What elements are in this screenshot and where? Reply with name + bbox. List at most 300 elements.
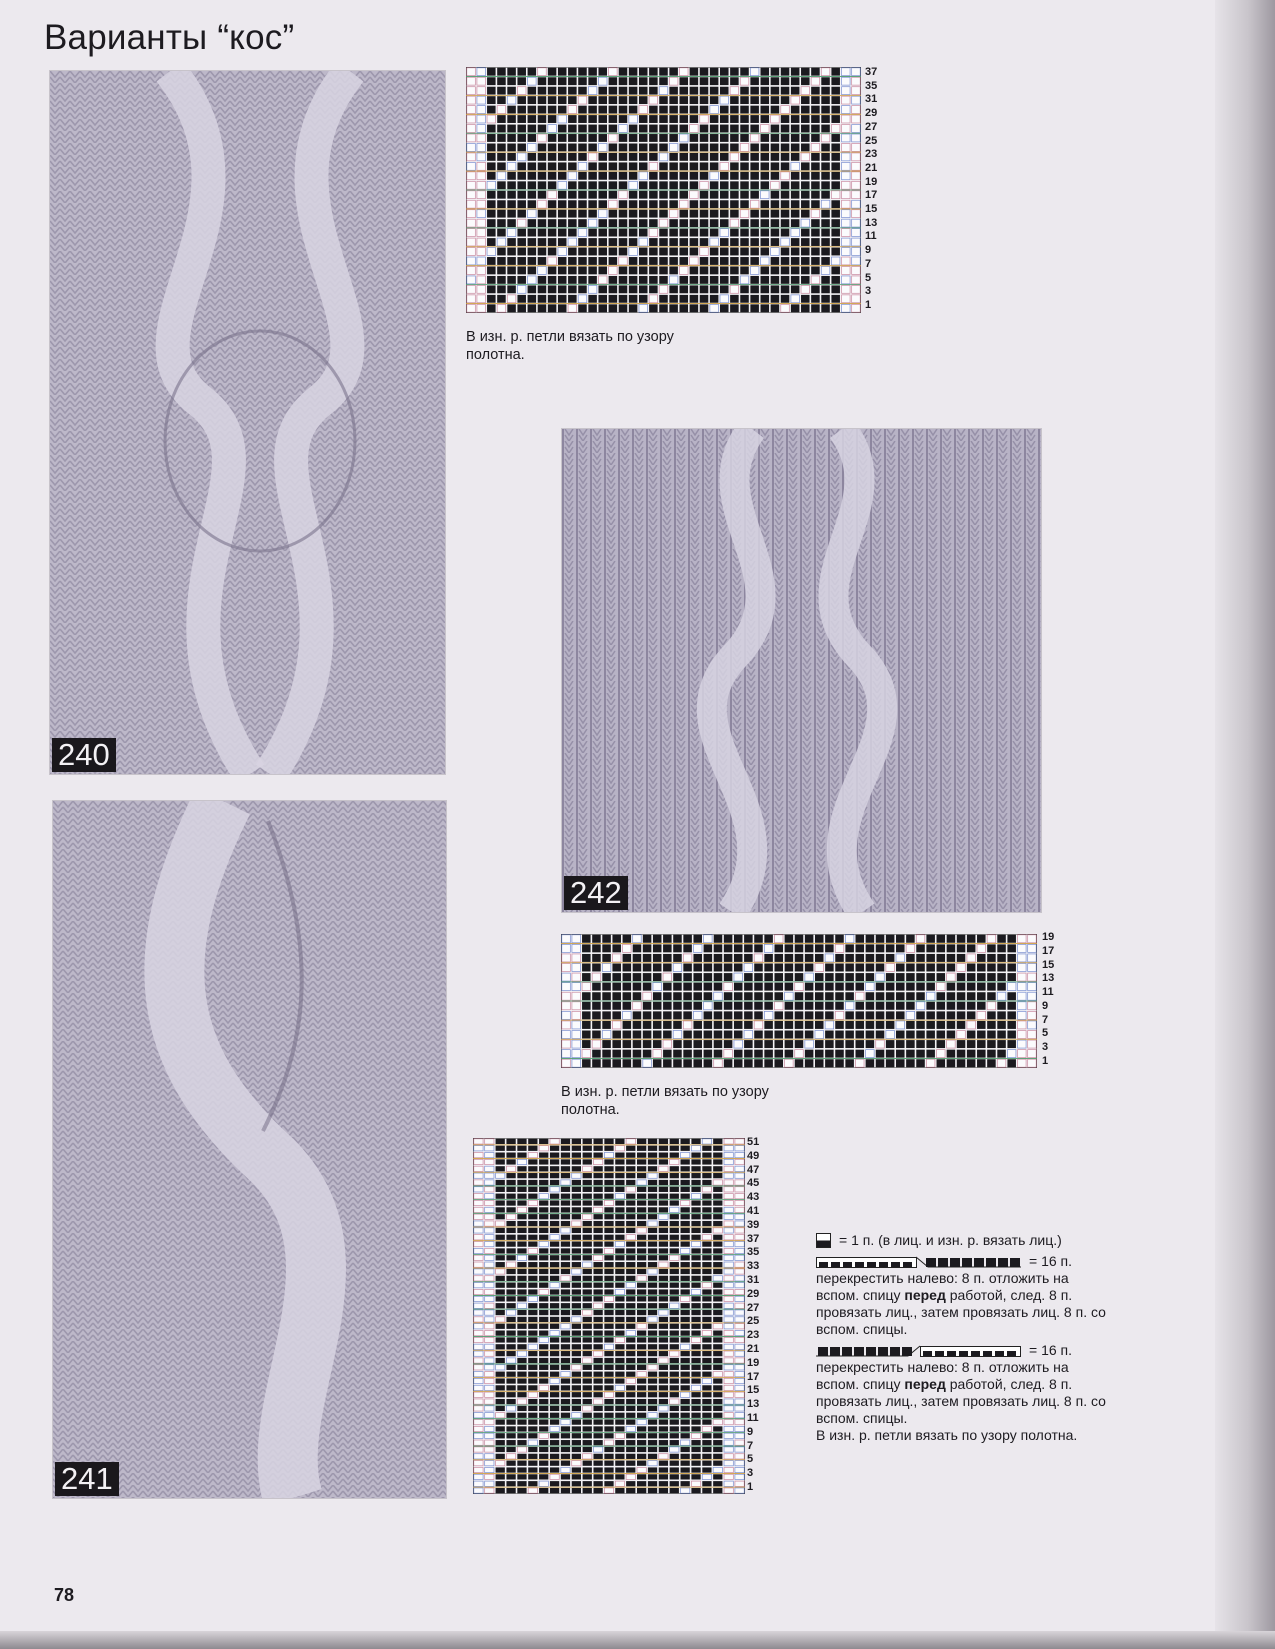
chart-cell (754, 1011, 763, 1019)
chart-cell (568, 115, 577, 123)
chart-cell (831, 77, 840, 85)
chart-cell (561, 1310, 570, 1315)
chart-cell (724, 1310, 733, 1315)
chart-cell (987, 1040, 996, 1048)
chart-cell (754, 944, 763, 952)
chart-cell (771, 106, 780, 114)
chart-cell (604, 1173, 613, 1178)
chart-cell (856, 1040, 865, 1048)
chart-cell (637, 1413, 646, 1418)
chart-cell (683, 983, 692, 991)
chart-cell (702, 1194, 711, 1199)
chart-cell (506, 1283, 515, 1288)
chart-cell (713, 1481, 722, 1486)
chart-cell (835, 1011, 844, 1019)
chart-cell (801, 153, 810, 161)
chart-cell (997, 1059, 1006, 1067)
chart-cell (713, 1146, 722, 1151)
chart-cell (604, 1440, 613, 1445)
chart-cell (821, 106, 830, 114)
chart-cell (609, 276, 618, 284)
chart-cell (582, 935, 591, 943)
chart-cell (572, 1440, 581, 1445)
chart-cell (467, 285, 476, 293)
chart-cell (487, 68, 496, 76)
chart-cell (648, 1433, 657, 1438)
chart-cell (1007, 1059, 1016, 1067)
chart-cell (842, 200, 851, 208)
chart-cell (702, 1262, 711, 1267)
chart-cell (648, 1385, 657, 1390)
chart-cell (648, 1221, 657, 1226)
chart-cell (604, 1296, 613, 1301)
chart-cell (506, 1358, 515, 1363)
chart-cell (639, 153, 648, 161)
chart-cell (538, 87, 547, 95)
chart-cell (593, 1481, 602, 1486)
chart-cell (583, 1173, 592, 1178)
chart-cell (690, 181, 699, 189)
chart-cell (506, 1447, 515, 1452)
chart-cell (916, 1040, 925, 1048)
chart-cell (663, 944, 672, 952)
chart-cell (700, 191, 709, 199)
chart-cell (648, 1200, 657, 1205)
chart-cell (876, 954, 885, 962)
chart-cell (558, 125, 567, 133)
chart-cell (702, 1159, 711, 1164)
chart-cell (815, 1011, 824, 1019)
chart-cell (735, 1139, 744, 1144)
chart-cell (714, 935, 723, 943)
chart-cell (785, 983, 794, 991)
chart-cell (821, 153, 830, 161)
chart-cell (593, 1365, 602, 1370)
chart-cell (750, 106, 759, 114)
chart-cell (506, 1330, 515, 1335)
chart-cell (558, 106, 567, 114)
chart-cell (629, 143, 638, 151)
chart-cell (648, 1214, 657, 1219)
chart-cell (528, 1166, 537, 1171)
chart-cell (637, 1207, 646, 1212)
chart-cell (852, 172, 861, 180)
chart-cell (485, 1180, 494, 1185)
chart-cell (517, 1283, 526, 1288)
chart-cell (735, 1146, 744, 1151)
chart-cell (578, 181, 587, 189)
chart-cell (649, 77, 658, 85)
chart-cell (821, 285, 830, 293)
chart-cell (626, 1351, 635, 1356)
chart-cell (659, 1426, 668, 1431)
chart-cell (568, 248, 577, 256)
chart-cell (496, 1358, 505, 1363)
chart-cell (626, 1447, 635, 1452)
chart-cell (604, 1146, 613, 1151)
chart-cell (568, 219, 577, 227)
chart-cell (724, 1166, 733, 1171)
chart-cell (639, 87, 648, 95)
row-label: 31 (747, 1273, 760, 1286)
chart-cell (496, 1337, 505, 1342)
chart-cell (649, 96, 658, 104)
chart-cell (528, 1433, 537, 1438)
chart-cell (947, 964, 956, 972)
page-number: 78 (54, 1585, 75, 1605)
chart-cell (528, 172, 537, 180)
chart-cell (572, 1159, 581, 1164)
chart-cell (629, 153, 638, 161)
chart-cell (740, 125, 749, 133)
chart-cell (583, 1330, 592, 1335)
chart-cell (842, 153, 851, 161)
chart-cell (578, 238, 587, 246)
chart-cell (659, 1358, 668, 1363)
chart-cell (550, 1200, 559, 1205)
chart-cell (558, 210, 567, 218)
chart-cell (852, 276, 861, 284)
chart-cell (598, 304, 607, 312)
chart-cell (724, 1031, 733, 1039)
chart-cell (659, 1419, 668, 1424)
chart-cell (578, 106, 587, 114)
chart-cell (507, 285, 516, 293)
chart-cell (771, 266, 780, 274)
chart-cell (724, 1187, 733, 1192)
chart-cell (507, 87, 516, 95)
chart-cell (659, 153, 668, 161)
chart-cell (724, 1021, 733, 1029)
chart-cell (578, 304, 587, 312)
chart-cell (474, 1228, 483, 1233)
chart-cell (558, 77, 567, 85)
chart-cell (517, 1324, 526, 1329)
chart-cell (572, 954, 581, 962)
chart-cell (691, 1454, 700, 1459)
chart-cell (517, 210, 526, 218)
chart-cell (538, 162, 547, 170)
chart-cell (659, 1180, 668, 1185)
chart-cell (714, 944, 723, 952)
chart-cell (720, 143, 729, 151)
chart-cell (957, 1021, 966, 1029)
chart-cell (485, 1214, 494, 1219)
chart-cell (496, 1214, 505, 1219)
chart-cell (713, 1378, 722, 1383)
chart-cell (496, 1187, 505, 1192)
chart-cell (681, 1330, 690, 1335)
chart-cell (637, 1146, 646, 1151)
chart-cell (592, 973, 601, 981)
chart-cell (690, 153, 699, 161)
chart-cell (588, 285, 597, 293)
chart-cell (724, 1002, 733, 1010)
chart-cell (691, 1426, 700, 1431)
chart-cell (539, 1139, 548, 1144)
chart-cell (506, 1454, 515, 1459)
chart-cell (659, 248, 668, 256)
chart-cell (538, 106, 547, 114)
chart-cell (612, 944, 621, 952)
chart-cell (831, 191, 840, 199)
chart-cell (582, 1040, 591, 1048)
chart-cell (474, 1454, 483, 1459)
chart-cell (615, 1365, 624, 1370)
chart-cell (702, 1324, 711, 1329)
chart-cell (487, 219, 496, 227)
chart-cell (538, 77, 547, 85)
chart-cell (648, 1255, 657, 1260)
chart-cell (714, 1050, 723, 1058)
chart-cell (528, 87, 537, 95)
chart-cell (649, 257, 658, 265)
chart-cell (669, 153, 678, 161)
chart-cell (713, 1413, 722, 1418)
chart-cell (1028, 1031, 1037, 1039)
chart-cell (781, 238, 790, 246)
chart-cell (730, 125, 739, 133)
chart-cell (648, 1488, 657, 1493)
row-label: 9 (747, 1425, 754, 1438)
chart-cell (724, 1385, 733, 1390)
chart-cell (710, 172, 719, 180)
chart-cell (821, 77, 830, 85)
chart-cell (669, 266, 678, 274)
chart-cell (702, 1269, 711, 1274)
chart-cell (886, 1002, 895, 1010)
chart-cell (517, 153, 526, 161)
chart-cell (561, 1180, 570, 1185)
chart-cell (681, 1180, 690, 1185)
chart-cell (659, 1317, 668, 1322)
chart-cell (562, 935, 571, 943)
chart-cell (517, 172, 526, 180)
chart-cell (811, 115, 820, 123)
chart-cell (866, 1002, 875, 1010)
chart-cell (538, 125, 547, 133)
chart-cell (609, 87, 618, 95)
chart-cell (681, 1488, 690, 1493)
chart-cell (604, 1481, 613, 1486)
chart-cell (724, 1413, 733, 1418)
chart-cell (764, 1031, 773, 1039)
chart-cell (679, 229, 688, 237)
chart-cell (582, 1050, 591, 1058)
chart-cell (659, 1262, 668, 1267)
chart-cell (507, 266, 516, 274)
chart-cell (713, 1392, 722, 1397)
chart-cell (724, 1255, 733, 1260)
chart-cell (771, 68, 780, 76)
chart-cell (593, 1351, 602, 1356)
chart-cell (609, 143, 618, 151)
chart-cell (825, 1050, 834, 1058)
chart-cell (659, 106, 668, 114)
chart-cell (507, 153, 516, 161)
chart-cell (578, 285, 587, 293)
chart-cell (702, 1467, 711, 1472)
chart-cell (496, 1248, 505, 1253)
chart-cell (659, 1235, 668, 1240)
chart-cell (681, 1255, 690, 1260)
chart-cell (517, 143, 526, 151)
chart-cell (750, 68, 759, 76)
chart-cell (735, 1228, 744, 1233)
chart-cell (811, 96, 820, 104)
chart-cell (764, 954, 773, 962)
chart-cell (629, 200, 638, 208)
chart-cell (506, 1228, 515, 1233)
chart-cell (583, 1194, 592, 1199)
chart-cell (506, 1467, 515, 1472)
chart-cell (487, 125, 496, 133)
chart-cell (700, 257, 709, 265)
chart-cell (702, 1255, 711, 1260)
chart-cell (496, 1207, 505, 1212)
chart-cell (572, 992, 581, 1000)
chart-cell (548, 115, 557, 123)
chart-cell (626, 1372, 635, 1377)
chart-cell (801, 238, 810, 246)
chart-cell (774, 964, 783, 972)
chart-cell (704, 1059, 713, 1067)
chart-cell (496, 1433, 505, 1438)
chart-cell (615, 1269, 624, 1274)
chart-cell (842, 276, 851, 284)
chart-cell (507, 304, 516, 312)
chart-cell (795, 944, 804, 952)
chart-cell (714, 1011, 723, 1019)
row-label: 21 (747, 1342, 760, 1355)
chart-cell (761, 219, 770, 227)
chart-cell (539, 1378, 548, 1383)
chart-cell (702, 1461, 711, 1466)
chart-cell (916, 954, 925, 962)
chart-cell (639, 143, 648, 151)
chart-cell (679, 96, 688, 104)
chart-cell (474, 1467, 483, 1472)
chart-cell (805, 935, 814, 943)
chart-cell (785, 1050, 794, 1058)
chart-cell (477, 68, 486, 76)
chart-cell (474, 1488, 483, 1493)
chart-cell (821, 68, 830, 76)
chart-cell (572, 1330, 581, 1335)
chart-cell (825, 983, 834, 991)
chart-cell (578, 134, 587, 142)
chart-cell (619, 77, 628, 85)
chart-cell (643, 954, 652, 962)
chart-cell (1018, 954, 1027, 962)
chart-cell (485, 1310, 494, 1315)
chart-cell (583, 1269, 592, 1274)
chart-cell (528, 266, 537, 274)
chart-cell (604, 1166, 613, 1171)
chart-cell (593, 1447, 602, 1452)
chart-cell (506, 1303, 515, 1308)
chart-cell (866, 973, 875, 981)
chart-cell (690, 266, 699, 274)
chart-cell (598, 134, 607, 142)
chart-cell (619, 229, 628, 237)
chart-cell (669, 77, 678, 85)
chart-cell (626, 1330, 635, 1335)
chart-cell (506, 1214, 515, 1219)
chart-cell (659, 1159, 668, 1164)
chart-cell (937, 1031, 946, 1039)
chart-cell (735, 1440, 744, 1445)
chart-cell (619, 143, 628, 151)
chart-cell (801, 276, 810, 284)
chart-cell (604, 1378, 613, 1383)
chart-cell (550, 1146, 559, 1151)
chart-cell (750, 181, 759, 189)
chart-cell (467, 200, 476, 208)
chart-cell (811, 248, 820, 256)
stitch-symbol-icon (816, 1233, 831, 1248)
chart-cell (781, 162, 790, 170)
chart-cell (691, 1440, 700, 1445)
chart-cell (1018, 1050, 1027, 1058)
chart-cell (637, 1228, 646, 1233)
cable-right-front-symbol-icon (816, 1344, 1021, 1358)
chart-cell (997, 1040, 1006, 1048)
chart-cell (710, 191, 719, 199)
chart-cell (637, 1372, 646, 1377)
chart-cell (637, 1241, 646, 1246)
chart-cell (702, 1392, 711, 1397)
chart-cell (539, 1324, 548, 1329)
chart-cell (629, 210, 638, 218)
chart-cell (842, 238, 851, 246)
chart-cell (669, 210, 678, 218)
chart-cell (485, 1248, 494, 1253)
chart-cell (825, 1031, 834, 1039)
chart-cell (517, 1248, 526, 1253)
chart-cell (643, 1002, 652, 1010)
chart-cell (517, 1488, 526, 1493)
chart-cell (517, 276, 526, 284)
chart-cell (629, 96, 638, 104)
chart-cell (637, 1310, 646, 1315)
chart-cell (659, 77, 668, 85)
chart-cell (604, 1152, 613, 1157)
chart-cell (906, 944, 915, 952)
chart-cell (691, 1248, 700, 1253)
chart-cell (649, 285, 658, 293)
chart-cell (691, 1317, 700, 1322)
chart-cell (764, 935, 773, 943)
chart-cell (633, 1059, 642, 1067)
chart-cell (474, 1194, 483, 1199)
chart-cell (702, 1433, 711, 1438)
chart-cell (639, 162, 648, 170)
chart-cell (507, 68, 516, 76)
chart-cell (702, 1296, 711, 1301)
chart-cell (710, 153, 719, 161)
chart-cell (548, 266, 557, 274)
chart-cell (474, 1255, 483, 1260)
chart-cell (528, 1399, 537, 1404)
row-label: 49 (747, 1149, 760, 1162)
chart-cell (528, 106, 537, 114)
chart-cell (593, 1317, 602, 1322)
chart-cell (916, 964, 925, 972)
chart-cell (538, 210, 547, 218)
chart-cell (916, 944, 925, 952)
chart-cell (517, 1440, 526, 1445)
